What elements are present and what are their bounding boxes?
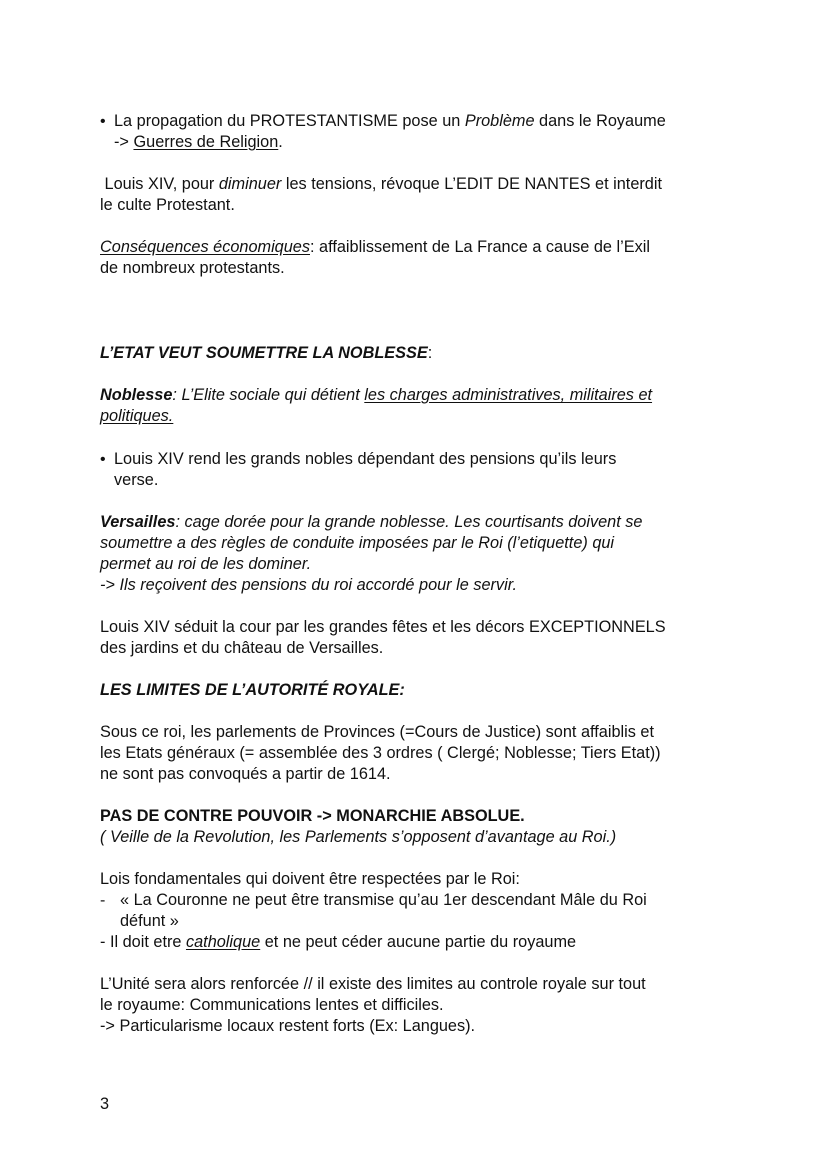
heading-limites: LES LIMITES DE L’AUTORITÉ ROYALE: (100, 681, 405, 699)
protestantism-line-2: -> Guerres de Religion. (114, 133, 283, 151)
parlements-line-1: Sous ce roi, les parlements de Provinces (=Cours de Justice) sont affaiblis et (100, 723, 654, 741)
consequences-line-1: Conséquences économiques: affaiblissement de La France a cause de l’Exil (100, 238, 650, 256)
versailles-line-2: soumettre a des règles de conduite imposées par le Roi (l’etiquette) qui (100, 534, 615, 552)
versailles-line-3: permet au roi de les dominer. (100, 555, 312, 573)
pensions-line-2: verse. (114, 471, 159, 489)
loi-item-2: - Il doit etre catholique et ne peut céder aucune partie du royaume (100, 933, 577, 951)
unite-line-1: L’Unité sera alors renforcée // il existe des limites au controle royale sur tout (100, 975, 646, 993)
fetes-line-1: Louis XIV séduit la cour par les grandes fêtes et les décors EXCEPTIONNELS (100, 618, 666, 636)
dash-icon: - (100, 892, 106, 909)
noblesse-definition-line-1: Noblesse: L’Elite sociale qui détient les charges administratives, militaires et (100, 386, 653, 404)
page-number: 3 (100, 1095, 110, 1113)
loi-item-1-line-1: « La Couronne ne peut être transmise qu’au 1er descendant Mâle du Roi (120, 891, 647, 909)
versailles-line-4: -> Ils reçoivent des pensions du roi accordé pour le servir. (100, 576, 518, 594)
revolution-note: ( Veille de la Revolution, les Parlements s’opposent d’avantage au Roi.) (100, 828, 617, 846)
bullet-icon: • (100, 451, 106, 468)
unite-line-2: le royaume: Communications lentes et difficiles. (100, 996, 444, 1014)
loi-item-1-line-2: défunt » (120, 912, 179, 930)
heading-monarchie-absolue: PAS DE CONTRE POUVOIR -> MONARCHIE ABSOLUE. (100, 807, 525, 825)
lois-intro: Lois fondamentales qui doivent être respectées par le Roi: (100, 870, 520, 888)
versailles-line-1: Versailles: cage dorée pour la grande noblesse. Les courtisants doivent se (100, 513, 643, 531)
heading-noblesse: L’ETAT VEUT SOUMETTRE LA NOBLESSE: (100, 344, 433, 362)
edit-nantes-line-2: le culte Protestant. (100, 196, 235, 214)
fetes-line-2: des jardins et du château de Versailles. (100, 639, 384, 657)
pensions-line-1: Louis XIV rend les grands nobles dépendant des pensions qu’ils leurs (114, 450, 617, 468)
parlements-line-3: ne sont pas convoqués a partir de 1614. (100, 765, 391, 783)
protestantism-line-1: La propagation du PROTESTANTISME pose un Problème dans le Royaume (114, 112, 666, 130)
edit-nantes-line-1: Louis XIV, pour diminuer les tensions, révoque L’EDIT DE NANTES et interdit (100, 175, 662, 193)
parlements-line-2: les Etats généraux (= assemblée des 3 ordres ( Clergé; Noblesse; Tiers Etat)) (100, 744, 661, 762)
unite-line-3: -> Particularisme locaux restent forts (Ex: Langues). (100, 1017, 476, 1035)
noblesse-definition-line-2: politiques. (100, 407, 174, 425)
bullet-icon: • (100, 113, 106, 130)
consequences-line-2: de nombreux protestants. (100, 259, 285, 277)
guerres-de-religion-link: Guerres de Religion (133, 133, 279, 151)
